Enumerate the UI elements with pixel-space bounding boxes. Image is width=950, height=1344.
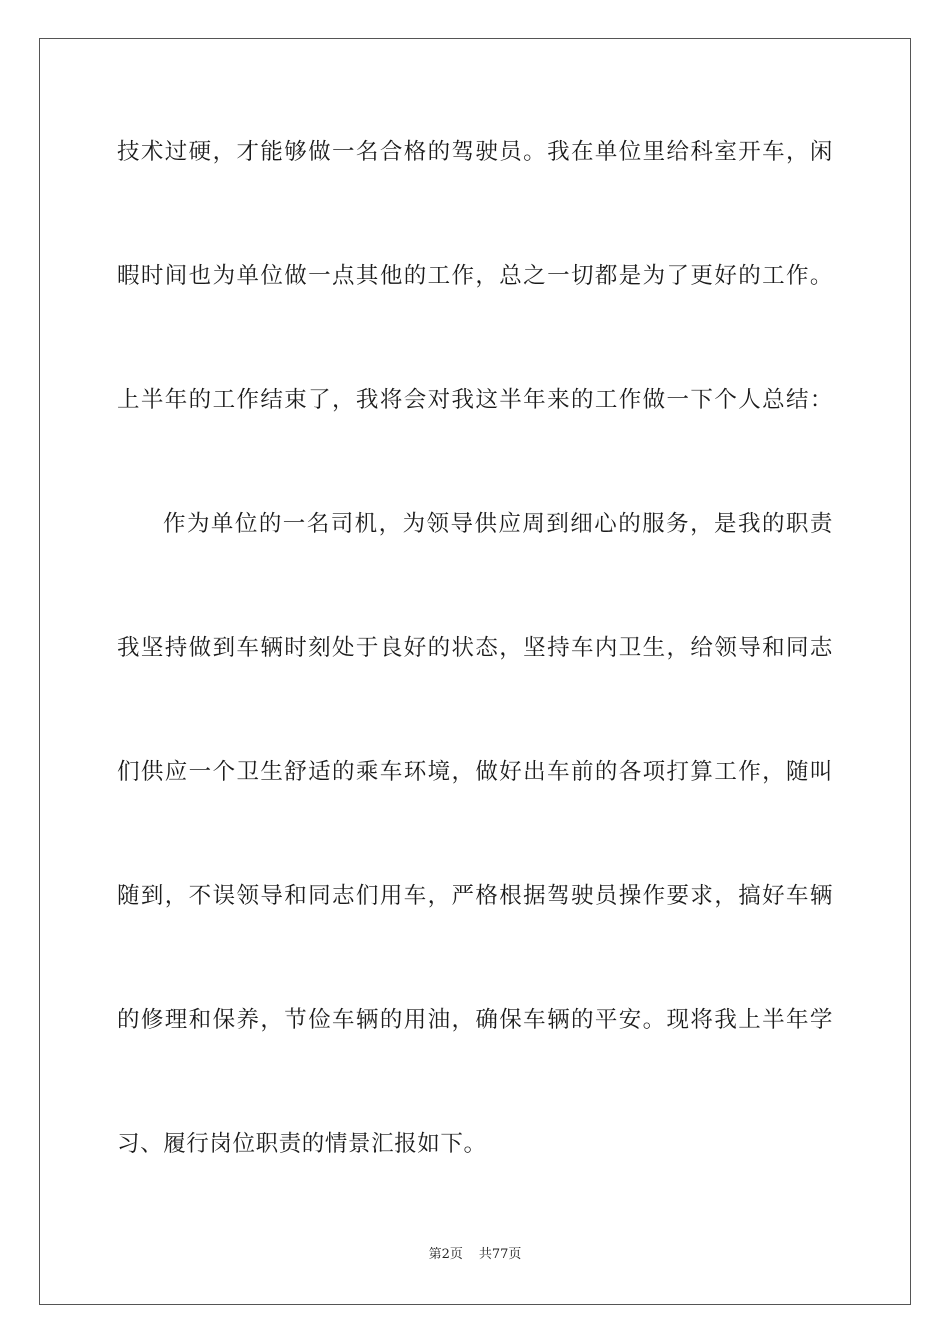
paragraph-line-7: 随到，不误领导和同志们用车，严格根据驾驶员操作要求，搞好车辆	[117, 883, 833, 909]
page-number: 第2页	[428, 1247, 463, 1262]
paragraph-line-3: 上半年的工作结束了，我将会对我这半年来的工作做一下个人总结：	[117, 387, 833, 413]
page-footer	[0, 1246, 950, 1264]
paragraph-line-2: 暇时间也为单位做一点其他的工作，总之一切都是为了更好的工作。	[117, 263, 833, 289]
paragraph-line-9: 习、履行岗位职责的情景汇报如下。	[117, 1131, 487, 1157]
page-border	[39, 38, 911, 1305]
paragraph-line-8: 的修理和保养，节俭车辆的用油，确保车辆的平安。现将我上半年学	[117, 1007, 833, 1033]
paragraph-line-1: 技术过硬，才能够做一名合格的驾驶员。我在单位里给科室开车，闲	[117, 139, 833, 165]
paragraph-line-4: 作为单位的一名司机，为领导供应周到细心的服务，是我的职责	[163, 511, 833, 537]
page-total: 共77页	[478, 1247, 522, 1262]
paragraph-line-5: 我坚持做到车辆时刻处于良好的状态，坚持车内卫生，给领导和同志	[117, 635, 833, 661]
paragraph-line-6: 们供应一个卫生舒适的乘车环境，做好出车前的各项打算工作，随叫	[117, 759, 833, 785]
